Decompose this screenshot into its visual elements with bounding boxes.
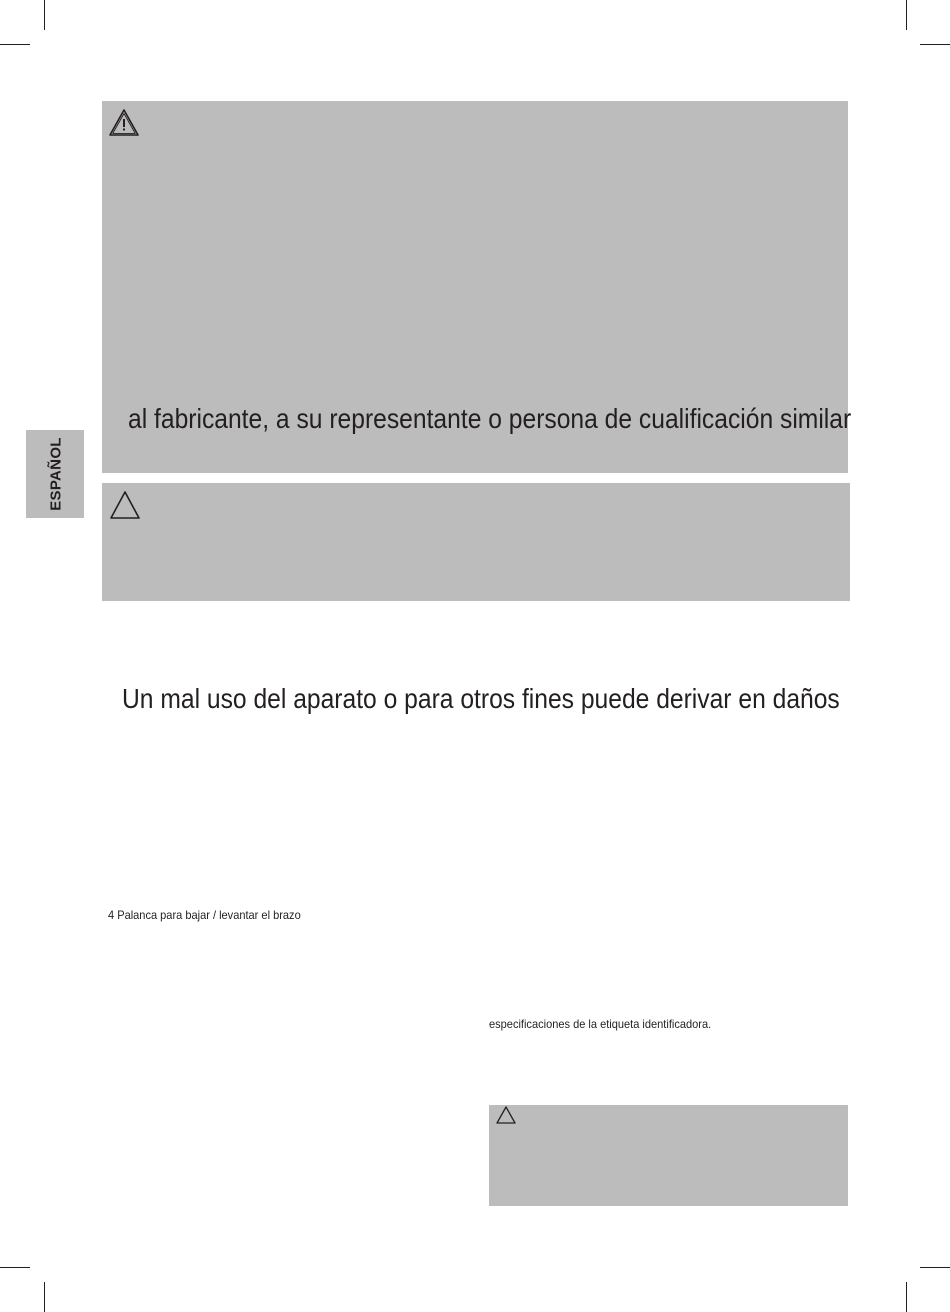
heading-text: Un mal uso del aparato o para otros fines puede derivar en daños [122, 683, 840, 714]
crop-mark [0, 1267, 30, 1268]
crop-mark [906, 0, 907, 30]
parts-list-item: 4 Palanca para bajar / levantar el brazo [108, 908, 301, 922]
crop-mark [0, 44, 30, 45]
warning-text: al fabricante, a su representante o persona de cualificación similar [128, 403, 852, 434]
warning-triangle-exclamation-icon [108, 108, 140, 138]
warning-triangle-icon [495, 1104, 517, 1126]
warning-box [489, 1105, 848, 1206]
crop-mark [920, 1267, 950, 1268]
specs-text: especificaciones de la etiqueta identificadora. [489, 1017, 712, 1031]
crop-mark [44, 1282, 45, 1312]
language-label: ESPAÑOL [47, 437, 65, 511]
warning-triangle-icon [109, 490, 141, 520]
crop-mark [906, 1282, 907, 1312]
crop-mark [44, 0, 45, 30]
warning-box [102, 483, 850, 601]
crop-mark [920, 44, 950, 45]
